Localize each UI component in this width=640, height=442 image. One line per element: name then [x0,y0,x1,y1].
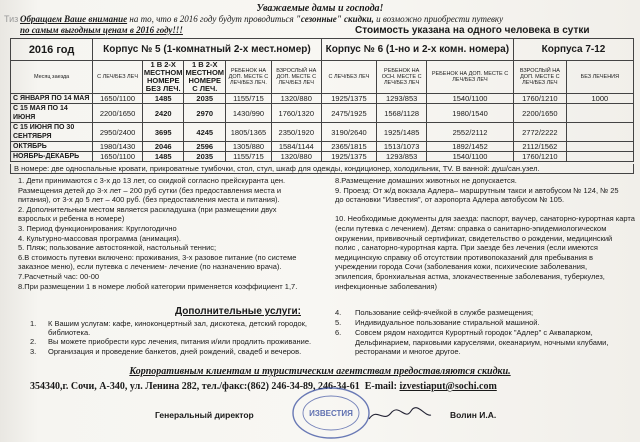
price-cell: 1980/1540 [427,104,514,123]
price-cell: 1540/1100 [427,94,514,104]
table-row [11,123,634,142]
note-line: 9. Проезд: От ж/д вокзала Адлера– маршрутным такси и автобусом № 124, № 25 [335,185,619,195]
item-text: К Вашим услугам: кафе, киноконцертный зал, дискотека, детский городок, библиотека. [48,319,308,338]
col-header: РЕБЕНОК НА ОСН. МЕСТЕ С ЛЕЧ/БЕЗ ЛЕЧ [377,61,427,94]
price-cell: 1568/1128 [377,104,427,123]
price-cell: 1430/990 [226,104,272,123]
price-cell: 1540/1100 [427,152,514,162]
price-cell: 3190/2640 [321,123,377,142]
col-header: ВЗРОСЛЫЙ НА ДОП. МЕСТЕ С ЛЕЧ/БЕЗ ЛЕЧ [271,61,321,94]
price-cell: 1760/1320 [271,104,321,123]
notice-text: на то, что в 2016 году будут проводиться [127,14,296,24]
room-equipment: В номере: две односпальные кровати, прикроватные тумбочки, стол, стул, шкаф для одежды, кондиционер, холодильник, TV. В ванной: душ/сан.узел. [10,164,634,174]
price-cell: 4245 [184,123,226,142]
period-cell: С 15 МАЯ ПО 14 ИЮНЯ [11,104,93,123]
price-cell: 2046 [142,142,184,152]
price-table [10,38,634,162]
item-text: Вы можете приобрести курс лечения, питания и/или продлить проживание. [48,337,312,347]
price-cell: 1925/1375 [321,152,377,162]
col-header: 1 В 2-Х МЕСТНОМ НОМЕРЕ С ЛЕЧ. [185,60,225,93]
price-cell: 2035 [184,94,226,104]
price-cell: 2772/2222 [514,123,567,142]
price-cell: 2596 [184,142,226,152]
col-header: С ЛЕЧ/БЕЗ ЛЕЧ [93,61,143,94]
note-line: 6.В стоимость путевки включено: проживания, 3-х разовое питание (по системе [18,252,297,262]
price-cell: 1650/1100 [93,94,143,104]
col-header: С ЛЕЧ/БЕЗ ЛЕЧ [321,61,377,94]
price-rows [11,94,634,162]
left-notes [18,176,318,291]
price-cell: 1805/1365 [226,123,272,142]
price-cell: 2970 [184,104,226,123]
col-header: ВЗРОСЛЫЙ НА ДОП. МЕСТЕ С ЛЕЧ/БЕЗ ЛЕЧ [514,61,567,94]
director-signature [365,405,435,425]
greeting: Уважаемые дамы и господа! [256,3,384,14]
note-line: (если путевка с лечением). Детям: справка о санитарно-эпидемиологическом [335,223,607,233]
price-cell: 1305/880 [226,142,272,152]
price-cell: 2200/1650 [514,104,567,123]
price-cell: 2112/1562 [514,142,567,152]
notice-lead: Обращаем Ваше внимание [20,14,128,24]
notice-bold: "сезонные" скидки, [295,14,374,24]
note-line: 8.Размещение домашних животных не допускается. [335,176,517,185]
price-cell: 1925/1485 [377,123,427,142]
price-cell: 2950/2400 [93,123,143,142]
item-number: 5. [335,318,342,328]
note-line: эпилепсия, бронхиальная астма, злокачественные заболевания, туберкулез, [335,271,605,281]
price-cell [566,104,633,123]
price-cell [566,152,633,162]
list-item [335,318,635,327]
period-cell: С 15 ИЮНЯ ПО 30 СЕНТЯБРЯ [11,123,93,142]
item-number: 1. [30,319,37,328]
note-line: Размещения детей до 3-х лет – 200 руб сутки (без предоставления места и [18,185,282,195]
list-item [335,328,635,356]
col-header: 1 В 2-Х МЕСТНОМ НОМЕРЕ БЕЗ ЛЕЧ. [143,60,183,93]
col-header: РЕБЕНОК НА ДОП. МЕСТЕ С ЛЕЧ/БЕЗ ЛЕЧ [427,61,514,94]
note-line: взрослых и ребенка в номере) [18,214,125,224]
table-row [11,152,634,162]
list-item [30,337,320,346]
note-line: 5. Пляж; пользование автостоянкой, настольный теннис; [18,243,217,253]
price-cell: 3695 [142,123,184,142]
col-header: Месяц заезда [11,61,93,94]
price-cell: 2475/1925 [321,104,377,123]
item-text: Организация и проведение банкетов, дней рождений, свадеб и вечеров. [48,346,302,356]
corner-mark: Тиз [4,14,19,24]
price-cell: 1293/853 [377,152,427,162]
company-stamp [290,385,372,441]
price-cell: 1155/715 [226,152,272,162]
price-cell: 1485 [142,152,184,162]
notice-tail: и возможно приобрести путевку [373,14,504,24]
table-row [11,94,634,104]
price-cell: 2420 [142,104,184,123]
item-text: Пользование сейф-ячейкой в службе размещения; [355,308,534,317]
list-item [335,308,635,317]
price-cell: 2350/1920 [271,123,321,142]
price-cell: 1892/1452 [427,142,514,152]
note-line: 3. Период функционирования: Круглогодично [18,223,177,233]
email-link[interactable]: izvestiaput@sochi.com [399,381,497,392]
note-line: 1. Дети принимаются с 3-х до 13 лет, со скидкой согласно прейскуранта цен. [18,176,286,185]
item-number: 4. [335,308,342,317]
table-row [11,142,634,152]
services-list [30,319,320,356]
note-line: заказное меню), если путевка с лечением- лечение (по назначению врача). [18,262,282,272]
price-cell: 1584/1144 [271,142,321,152]
corpus5-header: Корпус № 5 (1-комнатный 2-х мест.номер) [93,39,321,61]
price-cell: 1320/880 [271,152,321,162]
price-cell: 1155/715 [226,94,272,104]
services-title: Дополнительные услуги: [175,306,301,317]
note-line: 2. Дополнительным местом является раскладушка (при размещении двух [18,204,277,214]
item-number: 3. [30,346,37,356]
right-notes [335,176,635,291]
stamp-text: ИЗВЕСТИЯ [309,409,353,418]
price-cell: 1485 [142,94,184,104]
price-cell: 1980/1430 [93,142,143,152]
note-line: 7.Расчетный час: 00-00 [18,271,100,281]
price-cell [566,142,633,152]
col-header: БЕЗ ЛЕЧЕНИЯ [566,61,633,94]
notice-line2: по самым выгодным ценам в 2016 году!!! [20,25,183,35]
table-row [11,104,634,123]
col-header: РЕБЕНОК НА ДОП. МЕСТЕ С ЛЕЧ/БЕЗ ЛЕЧ. [226,61,272,94]
note-line: 8.При размещении 1 в номере любой категории применяется коэффициент 1,7. [18,281,298,291]
contact-line [30,381,497,392]
corpus712-header: Корпуса 7-12 [514,39,634,61]
price-cell: 1760/1210 [514,94,567,104]
price-cell: 1925/1375 [321,94,377,104]
list-item [30,319,320,337]
price-cell: 2365/1815 [321,142,377,152]
director-label: Генеральный директор [155,410,254,420]
price-cell: 1513/1073 [377,142,427,152]
director-name: Волин И.А. [450,410,497,420]
price-cell: 1650/1100 [93,152,143,162]
period-cell: ОКТЯБРЬ [11,142,93,152]
price-cell: 1000 [566,94,633,104]
item-number: 6. [335,328,342,338]
email-label: E-mail: [364,381,397,392]
price-cell: 2552/2112 [427,123,514,142]
note-line [335,205,635,215]
note-line: окружении, прививочный сертификат, свидетельство о рождении, медицинский [335,233,613,243]
note-line: питания), от 3-х до 5 лет – 400 руб. (без предоставления места и питания). [18,195,280,205]
price-cell: 2035 [184,152,226,162]
right-services [335,308,635,357]
year-header: 2016 год [11,39,93,61]
corporate-discount-note: Корпоративным клиентам и туристическим агентствам предоставляются скидки. [129,366,511,377]
item-number: 2. [30,337,37,347]
price-cell [566,123,633,142]
note-line: учреждении города Сочи (заболевания кожи, психические заболевания, [335,262,588,272]
period-cell: НОЯБРЬ-ДЕКАБРЬ [11,152,93,162]
price-note: Стоимость указана на одного человека в сутки [355,25,590,36]
note-line: инфекционные заболевания) [335,281,437,291]
item-text: Совсем рядом находится Курортный городок "Адлер" с Аквапарком, Дельфинарием, парковыми каруселями, океанариум, ночными клубами, ресторанами и многое другое. [355,328,609,356]
price-cell: 2200/1650 [93,104,143,123]
note-line: до остановки "Известия", от аэропорта Адлера автобусом № 105. [335,195,565,205]
price-cell: 1293/853 [377,94,427,104]
corpus6-header: Корпус № 6 (1-но и 2-х комн. номера) [321,39,513,61]
note-line: полис , санаторно-курортная карта. При заезде без лечения (если имеются [335,243,598,253]
item-text: Индивидуальное пользование стиральной машиной. [355,318,540,328]
note-line: 10. Необходимые документы для заезда: паспорт, ваучер, санаторно-курортная карта [335,214,635,224]
address: 354340,г. Сочи, А-340, ул. Ленина 282, тел./факс:(862) 246-34-89, 246-34-61 [30,381,360,392]
price-cell: 1760/1210 [514,152,567,162]
note-line: медицинскую справку об отсутствии противопоказаний для пребывания в [335,252,594,262]
price-cell: 1320/880 [271,94,321,104]
period-cell: С ЯНВАРЯ ПО 14 МАЯ [11,94,93,104]
note-line: 4. Культурно-массовая программа (анимация). [18,233,181,243]
list-item [30,347,320,356]
